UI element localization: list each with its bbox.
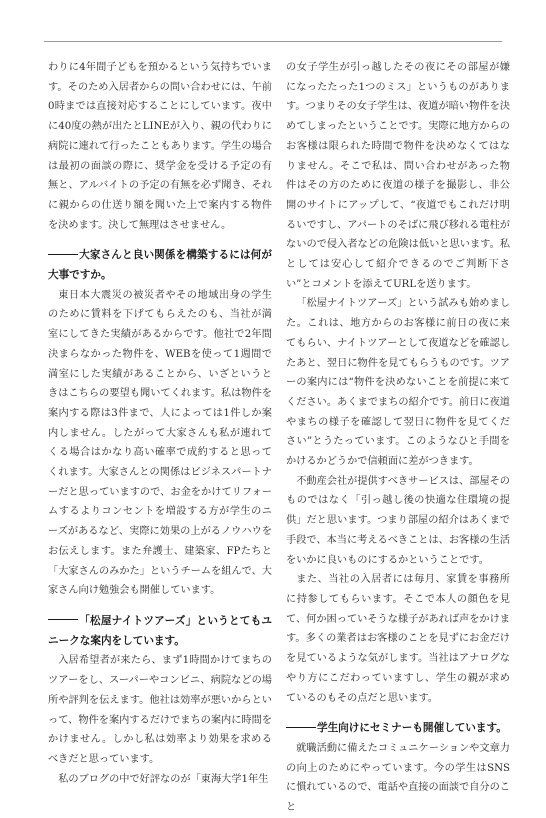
section-heading <box>286 719 510 739</box>
body-paragraph: の女子学生が引っ越したその夜にその部屋が嫌になったたった1つのミス」というものがあります。つまりその女子学生は、夜道が暗い物件を決めてしまったということです。実際に地方からのお客様は限られた時間で物件を決めなくてはなりません。そこで私は、問い合わせがあった物件はその方のために夜道の様子を撮影し、非公開のサイトにアップして、“夜道でもこれだけ明るいですし、アパートのそばに飛び移れる電柱がないので侵入者などの危険は低いと思います。私としては安心して紹介できるのでご判断下さい”とコメントを添えてURLを送ります。 <box>286 62 510 290</box>
right-column <box>286 58 510 818</box>
body-paragraph: 入居希望者が来たら、まず1時間かけてまちのツアーをし、スーパーやコンビニ、病院などの場所や評判を伝えます。他社は効率が悪いからといって、物件を案内するだけでまちの案内に時間をかけません。しかし私は効率より効果を求めるべきだと思っています。 <box>48 655 272 765</box>
heading-dash <box>48 619 78 620</box>
body-paragraph: 不動産会社が提供すべきサービスは、部屋そのものではなく「引っ越し後の快適な住環境の提供」だと思います。つまり部屋の紹介はあくまで手段で、本当に考えるべきことは、お客様の生活をいかに良いものにするかということです。 <box>286 475 510 566</box>
body-paragraph: 私のブログの中で好評なのが「東海大学1年生 <box>58 773 269 785</box>
section-heading-text: 「松屋ナイトツアーズ」というとてもユニークな案内をしています。 <box>48 614 272 647</box>
body-paragraph: 東日本大震災の被災者やその地域出身の学生のために賃料を下げてもらえたのも、当社が満室にしてきた実績があるからです。他社で2年間決まらなかった物件を、WEBを使って1週間で満室にした実績があることから、いざというときはこちらの要望も聞いてくれます。私は物件を案内する際は3件まで、人によっては1件しか案内しません。したがって大家さんも私が連れてくる場合はかなり高い確率で成約すると思ってくれます。大家さんとの関係はビジネスパートナーだと思っていますので、お金をかけてリフォームするよりコンセントを増設する方が学生のニーズがあるなど、実際に効果の上がるノウハウをお伝えします。また弁護士、建築家、FPたちと「大家さんのみかた」というチームを組んで、大家さん向け勉強会も開催しています。 <box>48 289 272 597</box>
body-paragraph: また、当社の入居者には毎月、家賃を事務所に持参してもらいます。そこで本人の顔色を見て、何か困っていそうな様子があれば声をかけます。多くの業者はお客様のことを見ずにお金だけを見ているような気がします。当社はアナログなやり方にこだわっていますし、学生の親が求めているのもその点だと思います。 <box>286 574 510 704</box>
top-rule <box>44 41 502 42</box>
section-heading-text: 学生向けにセミナーも開催しています。 <box>317 722 507 735</box>
section-heading <box>48 246 272 285</box>
section-heading-text: 大家さんと良い関係を構築するには何が大事ですか。 <box>48 249 272 282</box>
body-paragraph: 就職活動に備えたコミュニケーションや文章力の向上のためにやっています。今の学生はSNSに慣れているので、電話や直接の面談で自分のこと <box>286 742 510 814</box>
left-column <box>48 58 272 789</box>
body-paragraph: わりに4年間子どもを預かるという気持ちでいます。そのため入居者からの問い合わせには、午前0時までは直接対応することにしています。夜中に40度の熱が出たとLINEが入り、親の代わりに病院に連れて行ったこともあります。学生の場合は最初の面談の際に、奨学金を受ける予定の有無と、アルバイトの予定の有無を必ず聞き、それに親からの仕送り額を聞いた上で案内する物件を決めます。決して無理はさせません。 <box>48 62 272 231</box>
heading-dash <box>286 727 316 728</box>
heading-dash <box>48 254 78 255</box>
body-paragraph: 「松屋ナイトツアーズ」という試みも始めました。これは、地方からのお客様に前日の夜に来てもらい、ナイトツアーとして夜道などを確認したあと、翌日に物件を見てもらうものです。ツアーの案内には“物件を決めないことを前提に来てください。あくまでまちの紹介です。前日に夜道やまちの様子を確認して翌日に物件を見てください”とうたっています。このようなひと手間をかけるかどうかで信頼面に差がつきます。 <box>286 298 510 468</box>
section-heading <box>48 612 272 651</box>
